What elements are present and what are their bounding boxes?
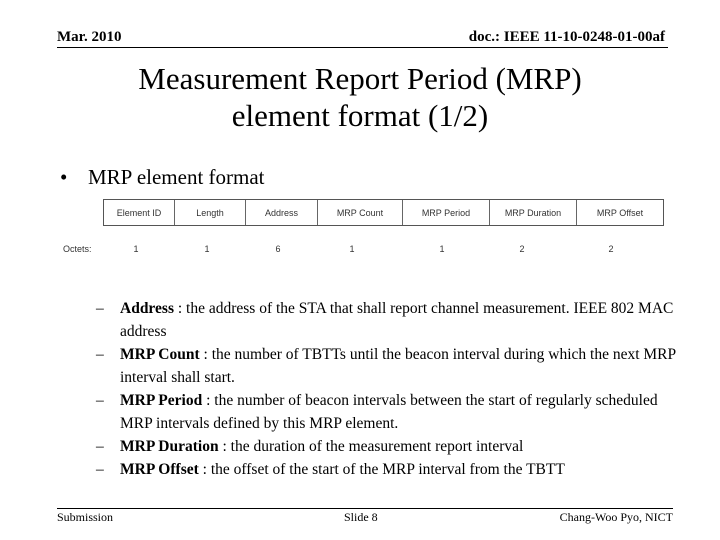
list-item-mrp-offset [96, 458, 676, 481]
octet-mrp-offset: 2 [608, 244, 614, 254]
dash-icon: – [96, 461, 104, 478]
desc-mrp-period: : the number of beacon intervals between the start of regularly scheduled MRP intervals defined by this MRP element. [120, 392, 658, 432]
title-line-2: element format (1/2) [231, 98, 489, 133]
field-element-id: Element ID [116, 207, 162, 218]
footer-submission: Submission [57, 510, 114, 524]
octet-element-id: 1 [133, 244, 139, 254]
list-item-mrp-count [96, 343, 676, 389]
field-length: Length [174, 200, 245, 225]
slide-title [0, 60, 720, 134]
list-item-address [96, 297, 676, 343]
field-table [103, 199, 664, 226]
term-address: Address [120, 300, 174, 317]
octet-mrp-count: 1 [349, 244, 355, 254]
octet-length: 1 [204, 244, 210, 254]
dash-icon: – [96, 438, 104, 455]
header-date: Mar. 2010 [57, 29, 122, 45]
desc-mrp-count: : the number of TBTTs until the beacon interval during which the next MRP interval shall start. [120, 346, 676, 386]
bullet-text: MRP element format [88, 165, 265, 189]
octets-label: Octets: [63, 244, 92, 254]
octet-mrp-duration: 2 [519, 244, 525, 254]
footer-author: Chang-Woo Pyo, NICT [559, 510, 673, 524]
header-rule [57, 47, 668, 48]
field-mrp-duration: MRP Duration [489, 200, 576, 225]
field-address: Address [245, 200, 317, 225]
footer-rule [57, 508, 673, 509]
header-doc-id: doc.: IEEE 11-10-0248-01-00af [468, 29, 665, 45]
term-mrp-period: MRP Period [120, 392, 203, 409]
field-mrp-offset: MRP Offset [576, 200, 663, 225]
desc-mrp-duration: : the duration of the measurement report interval [218, 438, 524, 455]
field-mrp-count: MRP Count [317, 200, 402, 225]
octet-address: 6 [275, 244, 281, 254]
bullet-icon: • [60, 165, 68, 189]
desc-mrp-offset: : the offset of the start of the MRP interval from the TBTT [198, 461, 565, 478]
term-mrp-duration: MRP Duration [120, 438, 219, 455]
term-mrp-count: MRP Count [120, 346, 200, 363]
desc-address: : the address of the STA that shall report channel measurement. IEEE 802 MAC address [120, 300, 674, 340]
bullet-item [60, 165, 265, 190]
dash-icon: – [96, 300, 104, 317]
dash-icon: – [96, 392, 104, 409]
title-line-1: Measurement Report Period (MRP) [138, 61, 582, 96]
term-mrp-offset: MRP Offset [120, 461, 199, 478]
list-item-mrp-duration [96, 435, 676, 458]
list-item-mrp-period [96, 389, 676, 435]
dash-icon: – [96, 346, 104, 363]
footer-slide-number: Slide 8 [344, 510, 378, 524]
octet-mrp-period: 1 [439, 244, 445, 254]
field-description-list [96, 297, 676, 481]
field-mrp-period: MRP Period [402, 200, 489, 225]
